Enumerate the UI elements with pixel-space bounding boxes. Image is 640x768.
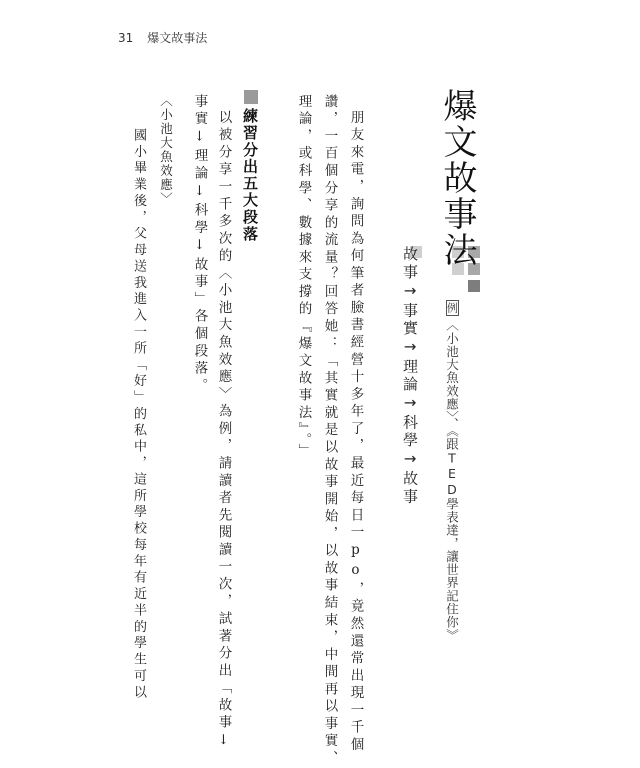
deco-square	[468, 280, 480, 292]
intro-line-3: 理論，或科學、數據來支撐的『爆文故事法』。」	[295, 94, 312, 461]
running-header	[118, 29, 207, 46]
section-heading: 練習分出五大段落	[241, 108, 259, 243]
page-number: 31	[118, 30, 134, 45]
section-line-2: 事實↓理論↓科學↓故事」各個段落。	[191, 94, 208, 396]
chapter-subtitle	[445, 300, 459, 642]
subtitle-text: 〈小池大魚效應〉、《跟TED學表達，讓世界記住你》	[444, 318, 460, 642]
section-line-1: 以被分享一千多次的〈小池大魚效應〉為例，請讀者先閱讀一次，試著分出「故事↓	[215, 110, 232, 752]
intro-line-2: 讚，一百個分享的流量？回答她：「其實就是以故事開始，以故事結束，中間再以事實、	[321, 94, 338, 768]
story-title: 〈小池大魚效應〉	[158, 94, 174, 206]
story-line-1: 國小畢業後，父母送我進入一所「好」的私中，這所學校每年有近半的學生可以	[131, 128, 146, 702]
chapter-title: 爆文故事法	[437, 88, 477, 269]
intro-line-1: 朋友來電，詢問為何筆者臉書經營十多年了，最近每日一po，竟然還常出現一千個	[347, 110, 364, 755]
flow-line: 故事→事實→理論→科學→故事	[401, 246, 419, 506]
running-title: 爆文故事法	[147, 31, 208, 45]
section-marker	[244, 90, 258, 104]
example-badge: 例	[445, 302, 459, 314]
